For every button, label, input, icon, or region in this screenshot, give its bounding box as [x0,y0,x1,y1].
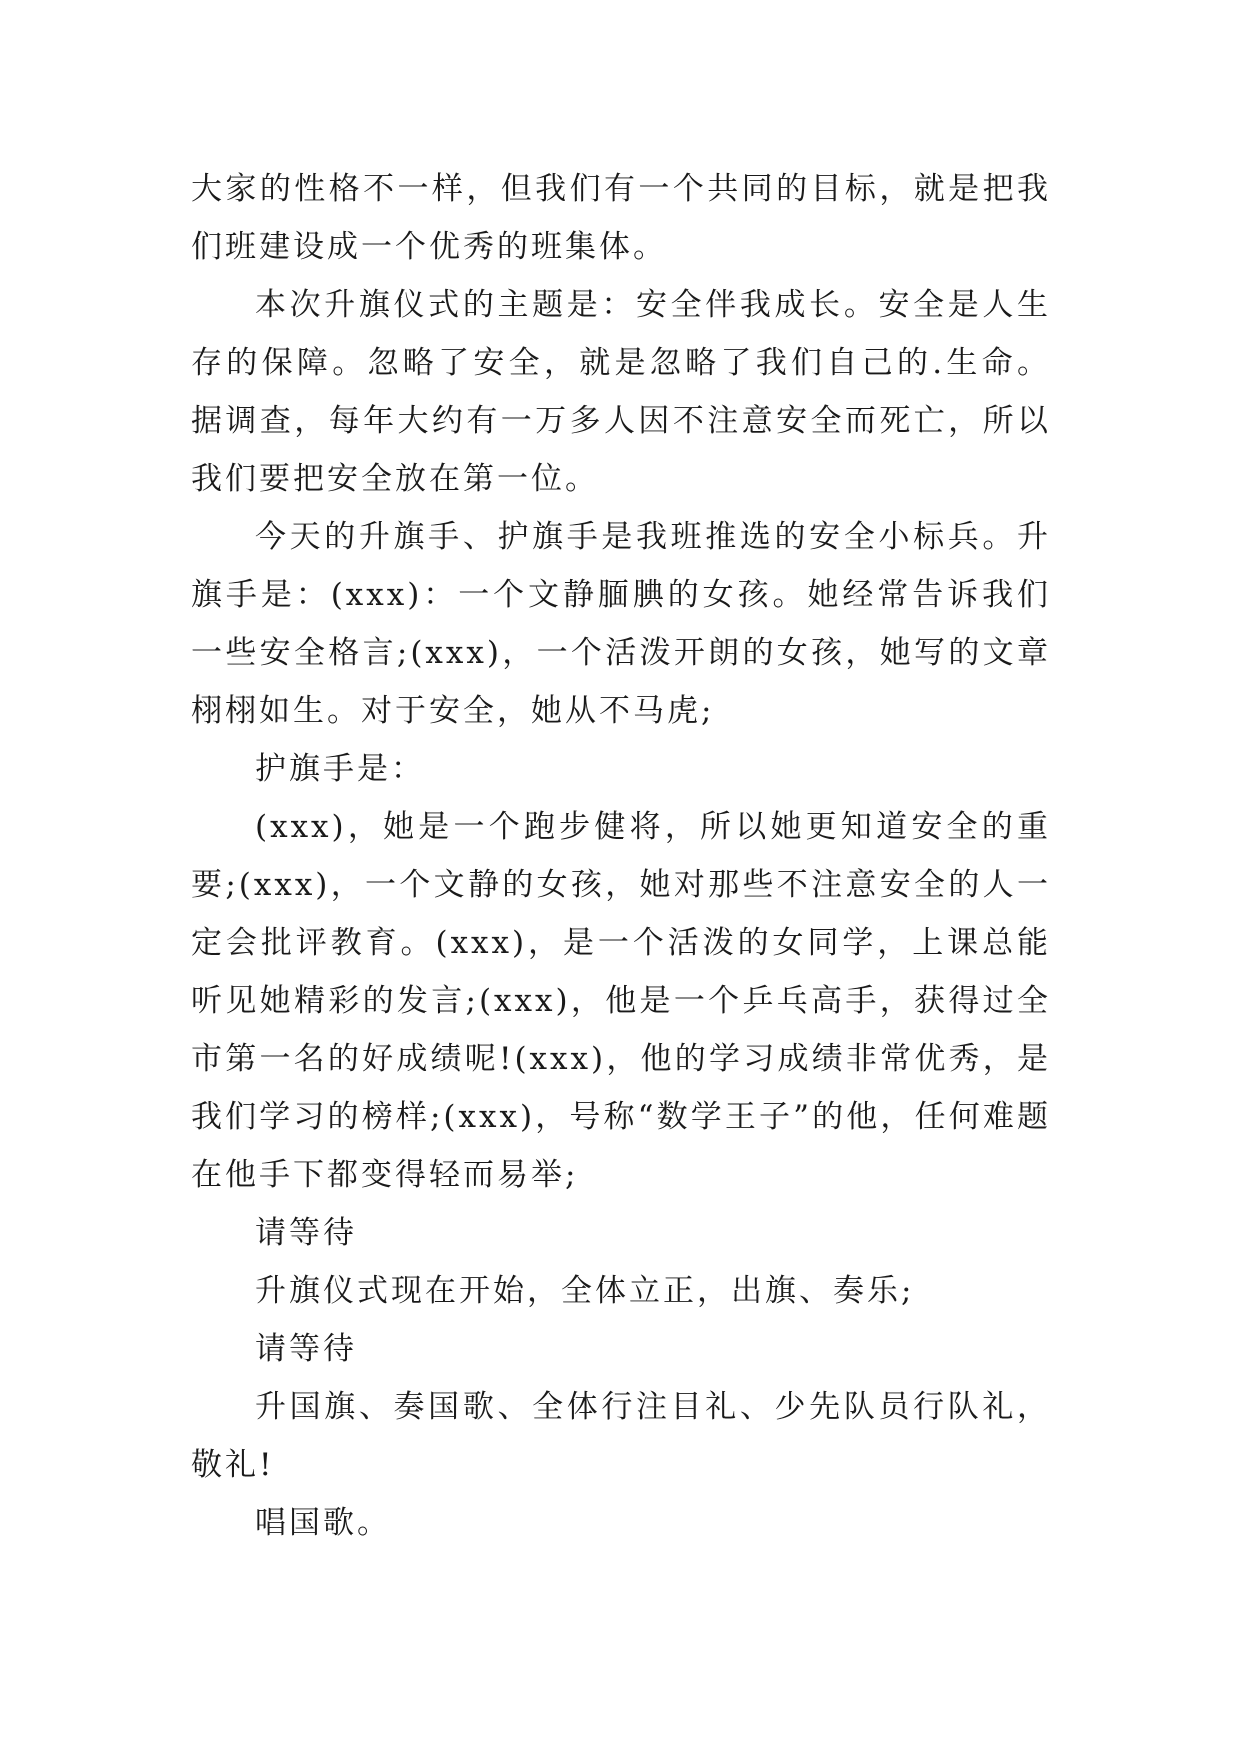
paragraph-3: 今天的升旗手、护旗手是我班推选的安全小标兵。升旗手是：(xxx)：一个文静腼腆的女孩。她经常告诉我们一些安全格言;(xxx)，一个活泼开朗的女孩，她写的文章栩栩如生。对于安全，她从不马虎; [191,519,1051,729]
paragraph-6: 请等待 [255,1215,357,1251]
paragraph-4: 护旗手是： [255,751,425,787]
paragraph-9: 升国旗、奏国歌、全体行注目礼、少先队员行队礼，敬礼! [191,1389,1051,1483]
paragraph-10: 唱国歌。 [255,1505,391,1541]
document-body [191,160,1051,1552]
paragraph-2: 本次升旗仪式的主题是：安全伴我成长。安全是人生存的保障。忽略了安全，就是忽略了我们自己的.生命。据调查，每年大约有一万多人因不注意安全而死亡，所以我们要把安全放在第一位。 [191,287,1051,497]
paragraph-7: 升旗仪式现在开始，全体立正，出旗、奏乐; [255,1273,915,1309]
paragraph-8: 请等待 [255,1331,357,1367]
paragraph-1: 大家的性格不一样，但我们有一个共同的目标，就是把我们班建设成一个优秀的班集体。 [191,171,1051,265]
paragraph-5: (xxx)，她是一个跑步健将，所以她更知道安全的重要;(xxx)，一个文静的女孩，她对那些不注意安全的人一定会批评教育。(xxx)，是一个活泼的女同学，上课总能听见她精彩的发言;(xxx)，他是一个乒乓高手，获得过全市第一名的好成绩呢!(xxx)，他的学习成绩非常优秀，是我们学习的榜样;(xxx)，号称“数学王子”的他，任何难题在他手下都变得轻而易举; [191,809,1051,1193]
